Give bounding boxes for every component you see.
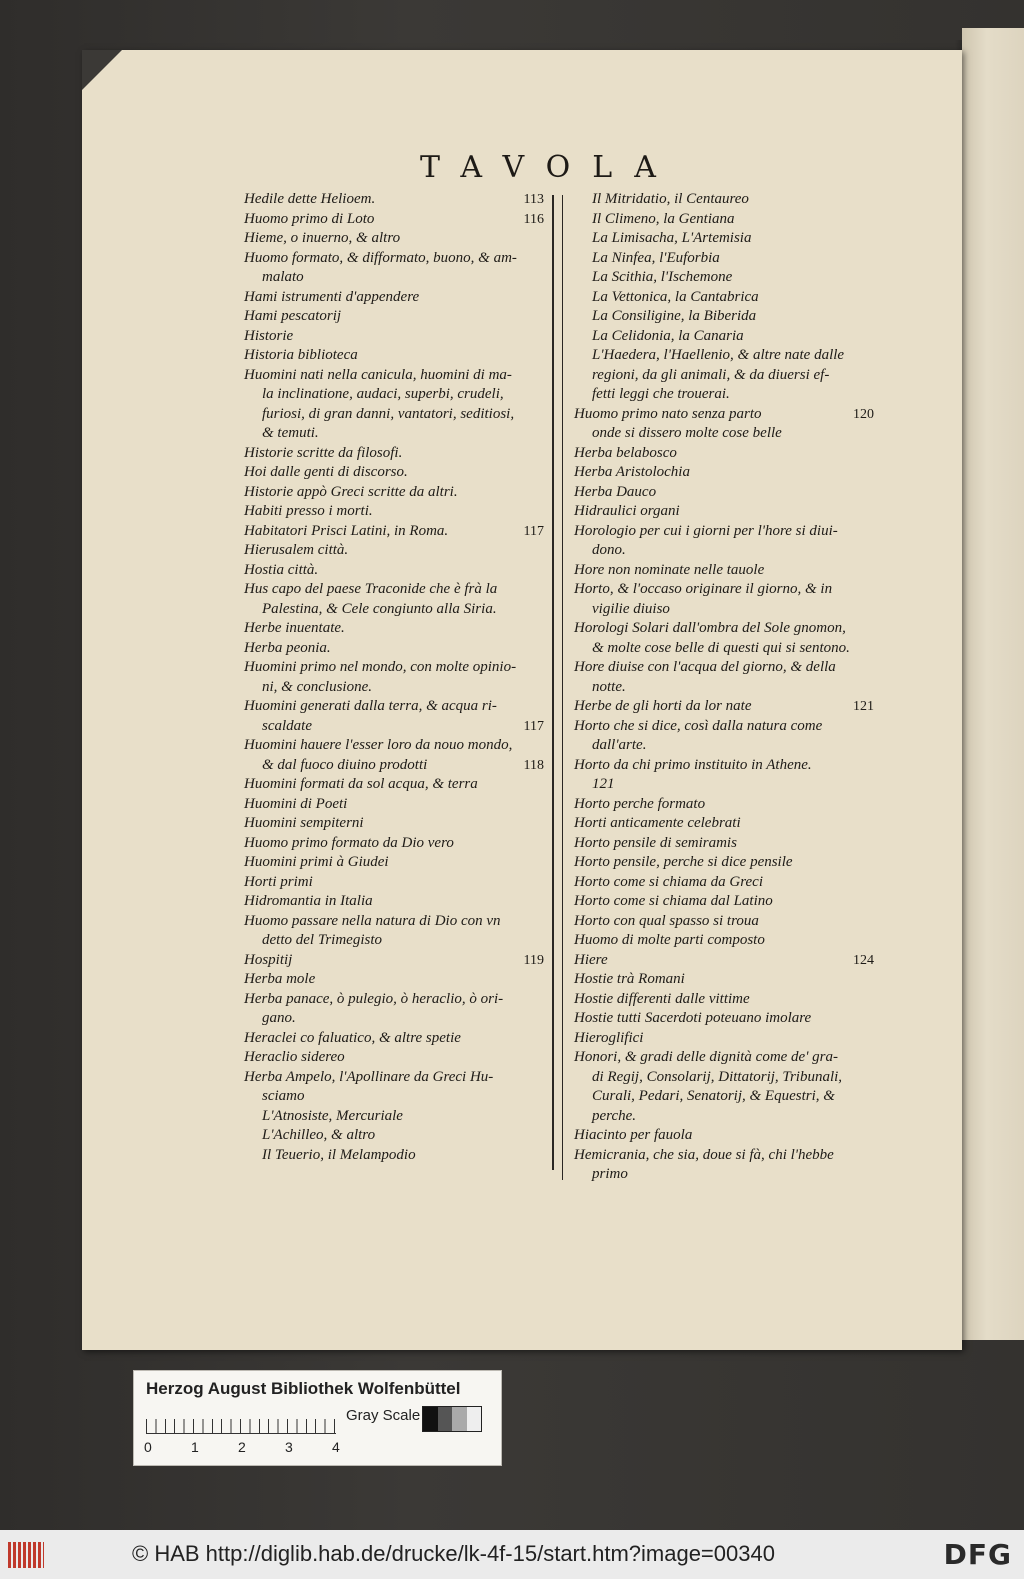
index-entry-text: 121 [592, 776, 615, 792]
index-entry [244, 892, 544, 912]
index-entry-text: Curali, Pedari, Senatorij, & Equestri, & [592, 1088, 835, 1104]
index-entry [244, 502, 544, 522]
index-entry [574, 1029, 874, 1049]
index-entry-text: Huomini primo nel mondo, con molte opinio- [244, 659, 517, 675]
index-entry-text: Hore diuise con l'acqua del giorno, & della [574, 659, 836, 675]
index-entry-text: Herba peonia. [244, 639, 331, 656]
index-entry [574, 795, 874, 815]
index-entry-text: Herba Aristolochia [574, 464, 690, 480]
index-entry-text: la inclinatione, audaci, superbi, crudeli, [262, 386, 504, 402]
index-entry [574, 1048, 874, 1068]
index-entry-text: Historie appò Greci scritte da altri. [244, 483, 458, 500]
page-corner-fold [82, 50, 122, 90]
index-entry [244, 444, 544, 464]
index-entry [574, 463, 874, 483]
index-entry [574, 912, 874, 932]
index-entry-text: Heraclio sidereo [244, 1049, 345, 1065]
index-entry-text: Horologi Solari dall'ombra del Sole gnomon, [574, 620, 846, 636]
index-entry [574, 1126, 874, 1146]
index-entry [244, 756, 544, 776]
page-number: 118 [523, 757, 544, 773]
index-entry [244, 678, 544, 698]
index-entry-text: Hiere [574, 951, 608, 968]
index-entry [574, 931, 874, 951]
index-entry [574, 619, 874, 639]
index-entry-text: Herba belabosco [574, 444, 677, 461]
index-entry [244, 736, 544, 756]
index-entry [244, 346, 544, 366]
index-entry [244, 483, 544, 503]
index-entry [244, 210, 544, 230]
index-entry-text: Hemicrania, che sia, doue si fà, chi l'hebbe [574, 1146, 834, 1163]
index-entry [574, 424, 874, 444]
index-entry-text: dall'arte. [592, 737, 647, 753]
index-entry-text: Huomini nati nella canicula, huomini di ma- [244, 366, 512, 383]
index-entry [574, 541, 874, 561]
index-entry [574, 561, 874, 581]
index-entry [244, 1048, 544, 1068]
index-entry-text: Herbe inuentate. [244, 620, 345, 636]
index-entry-text: primo [592, 1166, 628, 1182]
index-entry [244, 658, 544, 678]
footer-url[interactable]: © HAB http://diglib.hab.de/drucke/lk-4f-15/start.htm?image=00340 [132, 1541, 775, 1566]
gray-swatch [438, 1407, 453, 1431]
index-entry-text: perche. [592, 1107, 637, 1124]
index-entry-text: Il Teuerio, il Melampodio [262, 1146, 416, 1163]
index-entry-text: Hieroglifici [574, 1029, 644, 1046]
index-entry-text: Herba Dauco [574, 483, 657, 500]
index-entry [244, 1068, 544, 1088]
page-number: 117 [523, 718, 544, 734]
index-entry [574, 229, 874, 249]
index-entry [574, 1087, 874, 1107]
index-entry-text: Hus capo del paese Traconide che è frà la [244, 581, 498, 597]
index-entry [574, 288, 874, 308]
index-entry-text: Huomini primi à Giudei [244, 854, 389, 870]
index-entry-text: Huomini sempiterni [244, 815, 364, 831]
index-entry-text: Hami istrumenti d'appendere [244, 288, 420, 305]
index-entry [244, 853, 544, 873]
dfg-logo: DFG [943, 1538, 1012, 1571]
index-entry [574, 502, 874, 522]
index-entry [244, 288, 544, 308]
index-column-left [244, 190, 544, 1165]
index-entry [244, 970, 544, 990]
index-entry-text: Hoi dalle genti di discorso. [244, 464, 408, 480]
ruler-number: 4 [332, 1439, 340, 1455]
index-entry-text: La Limisacha, L'Artemisia [592, 230, 752, 246]
hab-logo-icon [8, 1542, 44, 1568]
index-entry-text: Horto da chi primo instituito in Athene. [574, 756, 812, 773]
index-entry [244, 229, 544, 249]
index-entry [574, 1165, 874, 1185]
index-entry-text: Hostia città. [244, 561, 319, 578]
index-entry-text: vigilie diuiso [592, 600, 670, 617]
index-entry [574, 873, 874, 893]
index-entry [244, 931, 544, 951]
index-entry-text: Horto con qual spasso si troua [574, 912, 759, 929]
index-entry [574, 600, 874, 620]
index-entry [574, 892, 874, 912]
index-entry-text: Horologio per cui i giorni per l'hore si diui- [574, 522, 838, 539]
ruler-number: 3 [285, 1439, 293, 1455]
index-entry [574, 717, 874, 737]
index-entry [574, 853, 874, 873]
index-entry-text: sciamo [262, 1088, 305, 1104]
index-entry-text: & molte cose belle di questi qui si sentono. [592, 639, 850, 656]
index-entry [244, 912, 544, 932]
color-calibration-card [133, 1370, 502, 1466]
index-entry-text: Horti primi [244, 873, 313, 890]
index-entry [244, 541, 544, 561]
index-entry [574, 580, 874, 600]
index-entry [244, 1029, 544, 1049]
index-entry-text: Huomo di molte parti composto [574, 932, 765, 948]
index-entry-text: Horto perche formato [574, 795, 706, 812]
index-entry-text: onde si dissero molte cose belle [592, 425, 782, 441]
index-entry [244, 327, 544, 347]
gray-swatch [423, 1407, 438, 1431]
index-entry [244, 600, 544, 620]
index-entry-text: Hidraulici organi [574, 503, 680, 519]
library-name: Herzog August Bibliothek Wolfenbüttel [146, 1379, 461, 1398]
index-entry [574, 444, 874, 464]
index-entry-text: Heraclei co faluatico, & altre spetie [244, 1029, 461, 1046]
index-entry-text: Habiti presso i morti. [244, 503, 373, 519]
index-entry [244, 268, 544, 288]
index-entry-text: Hieme, o inuerno, & altro [244, 230, 401, 246]
index-entry-text: Historie [244, 327, 294, 344]
index-entry [574, 483, 874, 503]
index-entry [574, 775, 874, 795]
index-entry [244, 1087, 544, 1107]
index-entry-text: Hostie tutti Sacerdoti poteuano imolare [574, 1010, 812, 1026]
ruler-number: 1 [191, 1439, 199, 1455]
footer-bar [0, 1530, 1024, 1579]
index-entry-text: notte. [592, 678, 626, 695]
index-entry-text: malato [262, 269, 304, 285]
index-entry [244, 385, 544, 405]
index-entry-text: scaldate [262, 717, 312, 734]
gray-swatch [452, 1407, 467, 1431]
index-entry-text: La Scithia, l'Ischemone [592, 269, 733, 285]
index-entry-text: Il Mitridatio, il Centaureo [592, 191, 749, 207]
index-entry [574, 327, 874, 347]
index-entry [244, 814, 544, 834]
index-entry-text: Historia biblioteca [244, 347, 358, 363]
index-entry [574, 1107, 874, 1127]
index-entry-text: Hore non nominate nelle tauole [574, 561, 765, 578]
index-entry [244, 795, 544, 815]
index-entry [244, 190, 544, 210]
index-entry [244, 834, 544, 854]
index-entry-text: Huomo primo nato senza parto [574, 405, 762, 422]
index-entry-text: Il Climeno, la Gentiana [592, 210, 735, 227]
facing-page-edge [962, 28, 1024, 1340]
ruler-number: 0 [144, 1439, 152, 1455]
index-entry-text: Herbe de gli horti da lor nate [574, 698, 752, 714]
index-entry [574, 697, 874, 717]
index-entry [244, 249, 544, 269]
index-entry-text: Hospitij [244, 951, 293, 968]
index-entry [244, 873, 544, 893]
index-entry [574, 405, 874, 425]
index-entry [244, 463, 544, 483]
column-divider [552, 195, 554, 1170]
index-entry [244, 775, 544, 795]
index-entry-text: Habitatori Prisci Latini, in Roma. [244, 522, 449, 539]
index-entry [574, 678, 874, 698]
index-entry-text: fetti leggi che trouerai. [592, 386, 730, 402]
index-entry [244, 1107, 544, 1127]
index-entry-text: Huomini di Poeti [244, 795, 348, 812]
page-number: 113 [523, 192, 544, 207]
index-entry-text: Palestina, & Cele congiunto alla Siria. [262, 600, 497, 617]
index-entry [574, 249, 874, 269]
index-entry [574, 307, 874, 327]
index-entry [574, 658, 874, 678]
index-entry-text: Huomo formato, & difformato, buono, & am- [244, 249, 517, 266]
index-entry [244, 307, 544, 327]
index-entry-text: Horti anticamente celebrati [574, 815, 741, 831]
index-entry [244, 522, 544, 542]
gray-scale-label: Gray Scale [346, 1407, 421, 1424]
index-entry-text: L'Haedera, l'Haellenio, & altre nate dalle [592, 347, 845, 363]
page-number: 124 [853, 952, 874, 968]
page-number: 117 [523, 523, 544, 539]
index-entry-text: Horto, & l'occaso originare il giorno, & in [574, 581, 833, 597]
index-entry-text: & temuti. [262, 425, 319, 441]
index-entry-text: Herba panace, ò pulegio, ò heraclio, ò ori- [244, 990, 504, 1007]
page-number: 116 [523, 211, 544, 227]
index-entry [574, 951, 874, 971]
index-entry-text: Horto come si chiama da Greci [574, 873, 763, 890]
index-entry-text: Hami pescatorij [244, 308, 342, 324]
index-entry [244, 990, 544, 1010]
index-entry-text: Huomo passare nella natura di Dio con vn [244, 912, 501, 929]
index-entry [244, 639, 544, 659]
index-entry-text: Honori, & gradi delle dignità come de' gra- [574, 1049, 839, 1065]
index-entry [574, 736, 874, 756]
page-header: TAVOLA [420, 150, 678, 185]
index-entry [244, 619, 544, 639]
index-entry [574, 268, 874, 288]
index-entry-text: furiosi, di gran danni, vantatori, seditiosi, [262, 405, 515, 422]
gray-swatch [467, 1407, 482, 1431]
index-entry-text: Hidromantia in Italia [244, 893, 373, 909]
index-entry [574, 970, 874, 990]
index-entry-text: Hierusalem città. [244, 542, 349, 558]
index-entry [574, 639, 874, 659]
index-entry [244, 580, 544, 600]
index-entry-text: La Consiligine, la Biberida [592, 308, 757, 324]
index-entry [574, 366, 874, 386]
index-entry [574, 210, 874, 230]
index-entry-text: gano. [262, 1010, 296, 1026]
index-entry [574, 1146, 874, 1166]
index-entry-text: La Vettonica, la Cantabrica [592, 288, 759, 305]
index-entry-text: Huomini hauere l'esser loro da nouo mondo, [244, 737, 513, 753]
index-entry-text: Hedile dette Helioem. [244, 191, 376, 207]
measure-ruler [146, 1407, 336, 1434]
index-entry-text: Historie scritte da filosofi. [244, 444, 403, 461]
index-entry [244, 951, 544, 971]
index-entry [244, 1146, 544, 1166]
index-entry-text: di Regij, Consolarij, Dittatorij, Tribunali, [592, 1068, 843, 1085]
index-entry-text: regioni, da gli animali, & da diuersi ef- [592, 366, 830, 383]
index-entry [574, 522, 874, 542]
page-number: 119 [523, 952, 544, 968]
index-entry-text: Hostie trà Romani [574, 971, 685, 987]
index-entry-text: Horto pensile, perche si dice pensile [574, 854, 793, 870]
index-entry [244, 405, 544, 425]
index-entry-text: L'Achilleo, & altro [262, 1127, 376, 1143]
index-entry [244, 366, 544, 386]
index-entry-text: detto del Trimegisto [262, 932, 382, 948]
index-entry-text: & dal fuoco diuino prodotti [262, 756, 428, 773]
index-entry-text: dono. [592, 542, 626, 558]
ruler-number: 2 [238, 1439, 246, 1455]
index-entry [574, 756, 874, 776]
index-entry [574, 190, 874, 210]
index-entry-text: L'Atnosiste, Mercuriale [262, 1107, 403, 1124]
index-entry [244, 1009, 544, 1029]
index-entry [574, 814, 874, 834]
index-entry [244, 561, 544, 581]
index-column-right [574, 190, 874, 1185]
page-number: 120 [853, 406, 874, 422]
index-entry [574, 834, 874, 854]
index-entry-text: ni, & conclusione. [262, 678, 372, 695]
index-entry-text: Huomo primo formato da Dio vero [244, 834, 454, 851]
index-entry-text: Huomo primo di Loto [244, 210, 375, 227]
index-entry-text: Herba Ampelo, l'Apollinare da Greci Hu- [244, 1068, 494, 1085]
gray-scale-swatches [422, 1406, 482, 1432]
page-number: 121 [853, 699, 874, 714]
index-entry-text: Hiacinto per fauola [574, 1127, 693, 1143]
index-entry [244, 717, 544, 737]
index-entry [244, 697, 544, 717]
index-entry-text: Horto che si dice, così dalla natura come [574, 717, 823, 734]
index-entry [574, 385, 874, 405]
index-entry-text: Huomini generati dalla terra, & acqua ri- [244, 698, 497, 714]
index-entry [574, 990, 874, 1010]
index-entry-text: Herba mole [244, 971, 316, 987]
index-entry-text: Horto come si chiama dal Latino [574, 893, 773, 909]
index-entry-text: Hostie differenti dalle vittime [574, 990, 750, 1007]
index-entry-text: Horto pensile di semiramis [574, 834, 737, 851]
index-entry [244, 1126, 544, 1146]
column-divider-inner [562, 195, 563, 1180]
index-entry [244, 424, 544, 444]
index-entry [574, 1009, 874, 1029]
index-entry [574, 346, 874, 366]
index-entry-text: La Ninfea, l'Euforbia [592, 249, 720, 266]
index-entry-text: La Celidonia, la Canaria [592, 327, 744, 344]
index-entry [574, 1068, 874, 1088]
index-entry-text: Huomini formati da sol acqua, & terra [244, 776, 478, 792]
